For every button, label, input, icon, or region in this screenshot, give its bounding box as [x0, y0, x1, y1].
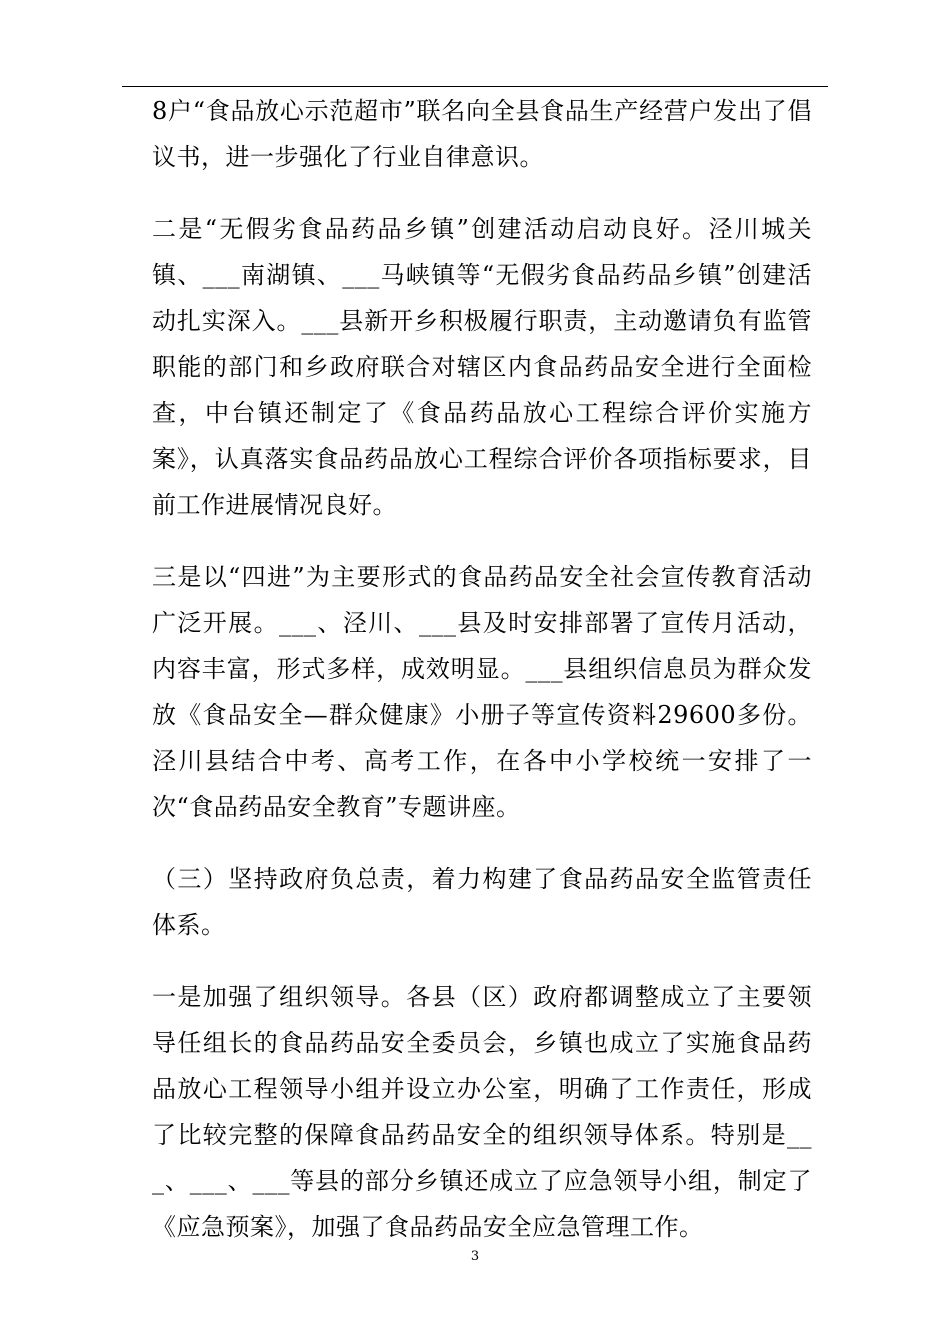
page-number: 3	[470, 1249, 480, 1264]
paragraph-item-two: 二是“无假劣食品药品乡镇”创建活动启动良好。泾川城关镇、___南湖镇、___马峡镇等“无假劣食品药品乡镇”创建活动扎实深入。___县新开乡积极履行职责，主动邀请负有监管职能的部门和乡政府联合对辖区内食品药品安全进行全面检查，中台镇还制定了《食品药品放心工程综合评价实施方案》，认真落实食品药品放心工程综合评价各项指标要求，目前工作进展情况良好。	[152, 215, 812, 519]
paragraph-continuation: 8户“食品放心示范超市”联名向全县食品生产经营户发出了倡议书，进一步强化了行业自律意识。	[152, 97, 812, 171]
section-heading-three: （三）坚持政府负总责，着力构建了食品药品安全监管责任体系。	[152, 865, 812, 939]
header-rule	[122, 86, 828, 87]
paragraph-item-one: 一是加强了组织领导。各县（区）政府都调整成立了主要领导任组长的食品药品安全委员会，乡镇也成立了实施食品药品放心工程领导小组并设立办公室，明确了工作责任，形成了比较完整的保障食品药品安全的组织领导体系。特别是___、___、___等县的部分乡镇还成立了应急领导小组，制定了《应急预案》，加强了食品药品安全应急管理工作。	[152, 983, 812, 1241]
paragraph-item-three: 三是以“四进”为主要形式的食品药品安全社会宣传教育活动广泛开展。___、泾川、___县及时安排部署了宣传月活动，内容丰富，形式多样，成效明显。___县组织信息员为群众发放《食品安全—群众健康》小册子等宣传资料29600多份。泾川县结合中考、高考工作，在各中小学校统一安排了一次“食品药品安全教育”专题讲座。	[152, 563, 812, 821]
document-body	[152, 88, 812, 1250]
